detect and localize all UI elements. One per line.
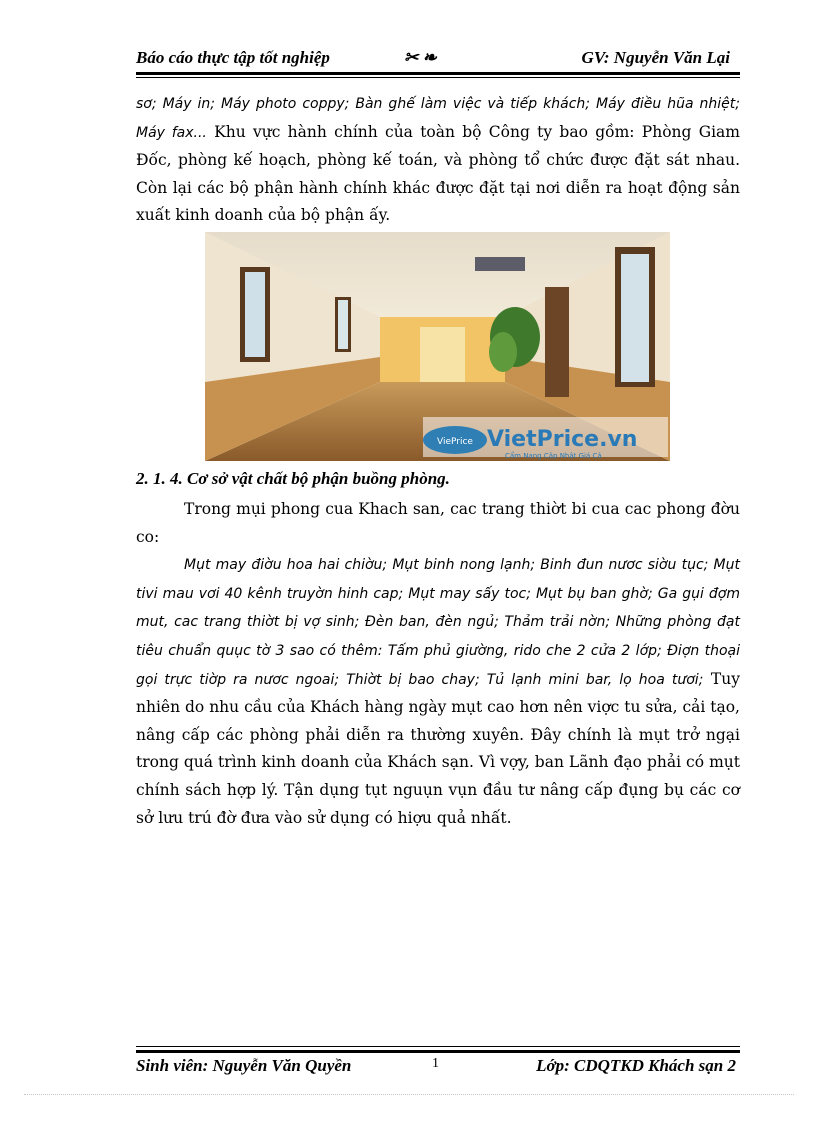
hotel-corridor-photo xyxy=(205,232,670,461)
page-bottom-dotted-line xyxy=(24,1094,794,1095)
watermark-text: VietPrice.vn xyxy=(487,427,638,452)
page-footer xyxy=(136,1056,740,1080)
section-heading: 2. 1. 4. Cơ sở vật chất bộ phận buồng phòng. xyxy=(136,469,450,488)
paragraph-1-text: Khu vực hành chính của toàn bộ Công ty bao gồm: Phòng Giam Đốc, phòng kế hoạch, phòng kế toán, và phòng tổ chức được đặt sát nhau. Còn lại các bộ phận hành chính khác được đặt tại nơi diễn ra hoạt động sản xuất kinh doanh của bộ phận ấy. xyxy=(136,122,740,225)
header-title: Báo cáo thực tập tốt nghiệp xyxy=(136,48,330,67)
watermark-logo-text: ViePrice xyxy=(437,437,473,447)
paragraph-2: Trong mụi phong cua Khach san, cac trang thiờt bi cua cac phong đờu co: xyxy=(136,500,740,546)
header-rule-thick xyxy=(136,72,740,75)
page-header xyxy=(136,48,740,72)
corridor-illustration xyxy=(205,232,670,461)
footer-student: Sinh viên: Nguyễn Văn Quyền xyxy=(136,1056,352,1075)
paragraph-1-italic: sơ; Máy in; Máy photo coppy; Bàn ghế làm việc và tiếp khách; Máy điều hũa nhiệt; Máy fax... xyxy=(136,96,740,141)
section-body xyxy=(136,496,740,832)
footer-rule-thin xyxy=(136,1046,740,1047)
paragraph-3 xyxy=(136,551,740,832)
header-ornament: ✂ ❧ xyxy=(404,48,437,67)
header-rule-thin xyxy=(136,77,740,78)
paragraph-3-italic: Mụt may điờu hoa hai chiờu; Mụt binh nong lạnh; Binh đun nươc siờu tục; Mụt tivi mau vơi 40 kênh truyờn hinh cap; Mụt may sấy toc; Mụt bụ ban ghờ; Ga gụi đợm mut, cac trang thiờt bị vợ sinh; Đèn ban, đèn ngủ; Thảm trải nờn; Những phòng đạt tiêu chuẩn quục tờ 3 sao có thêm: Tấm phủ giường, rido che 2 cửa 2 lớp; Điợn thoại gọi trực tiờp ra nươc ngoai; Thiờt bị bao chay; Tủ lạnh mini bar, lọ hoa tươi; xyxy=(136,557,740,688)
watermark-subtext: Cẩm Nang Cập Nhật Giá Cả xyxy=(505,452,602,460)
footer-class: Lớp: CDQTKD Khách sạn 2 xyxy=(536,1056,736,1075)
paragraph-1 xyxy=(136,90,740,230)
header-instructor: GV: Nguyễn Văn Lại xyxy=(581,48,730,67)
paragraph-3-text: Tuy nhiên do nhu cầu của Khách hàng ngày mụt cao hơn nên viợc tu sửa, cải tạo, nâng cấp các phòng phải diễn ra thường xuyên. Đây chính là mụt trở ngại trong quá trình kinh doanh của Khách sạn. Vì vợy, ban Lãnh đạo phải có mụt chính sách hợp lý. Tận dụng tụt nguụn vụn đầu tư nâng cấp đụng bụ các cơ sở lưu trú đờ đưa vào sử dụng có hiợu quả nhất. xyxy=(136,669,740,827)
footer-rule-thick xyxy=(136,1050,740,1053)
page-number: 1 xyxy=(432,1056,439,1071)
